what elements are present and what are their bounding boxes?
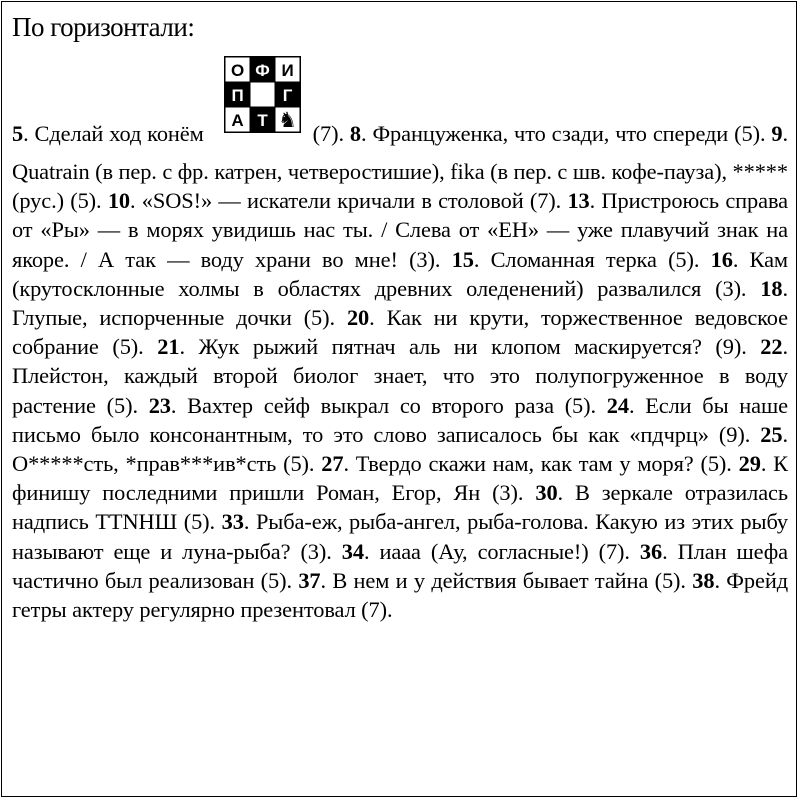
clue-number: 8 (349, 121, 362, 146)
clue-text: . «SOS!» — искатели кричали в столовой (7). (130, 188, 568, 214)
clue-text: . Жук рыжий пятнач аль ни клопом маскируется? (9). (179, 334, 761, 360)
clue-text: . Рыба-еж, рыба-ангел, рыба-голова. Какую из этих рыбу называют еще и луна-рыба? (3). (12, 509, 788, 564)
grid-cell (250, 82, 275, 107)
clue-text: . Вахтер сейф выкрал со второго раза (5). (170, 392, 607, 418)
grid-letter: Г (282, 86, 292, 105)
clue-number: 23 (148, 392, 171, 418)
clue-number: 15 (451, 246, 474, 272)
clue-text: . Глупые, испорченные дочки (5). (12, 275, 788, 331)
clue-text: . Если бы наше письмо было консонантным, то это слово записалось бы как «пдчрц» (9). (12, 392, 788, 447)
grid-letter: Ф (254, 61, 270, 80)
clue-text: . Quatrain (в пер. с фр. катрен, четверостишие), fika (в пер. с шв. кофе-пауза), ***** (рус.) (5). (12, 121, 788, 214)
clue-text: . Сделай ход конём (23, 121, 204, 146)
grid-letter: О (230, 61, 244, 80)
letter-grid-svg (225, 57, 300, 132)
grid-letter: А (231, 111, 244, 130)
grid-letter: П (231, 86, 244, 105)
clue-number: 33 (221, 509, 244, 535)
clue-number: 13 (567, 188, 590, 214)
knight-icon: ♞ (277, 108, 297, 132)
clue-number: 20 (346, 305, 370, 331)
clue-text: . В зеркале отразилась надпись TTNHШ (5). (12, 480, 788, 535)
clue-text: . Фрейд гетры актеру регулярно презентовал (7). (12, 567, 789, 623)
grid-letter: И (281, 61, 294, 80)
clue-number: 16 (710, 246, 733, 272)
clue-text: . Француженка, что сзади, что спереди (5). (361, 121, 772, 146)
clue-number: 24 (606, 392, 629, 418)
clue-number: 18 (760, 275, 783, 301)
clue-number: 27 (321, 451, 344, 477)
clue-length: (7). (306, 121, 350, 146)
clue-number: 29 (738, 451, 761, 477)
letter-grid-image (224, 56, 301, 133)
clue-text: . План шефа частично был реализован (5). (12, 538, 788, 593)
clue-number: 22 (760, 334, 783, 360)
clue-text: . Как ни крути, торжественное ведовское собрание (5). (12, 305, 789, 360)
clue-number: 9 (771, 121, 783, 146)
clue-text: . Твердо скажи нам, как там у моря? (5). (343, 451, 739, 477)
clue-number: 5 (12, 121, 24, 146)
clue-text: . Сломанная терка (5). (473, 246, 711, 272)
clues-text (12, 61, 789, 624)
clue-number: 34 (341, 538, 364, 564)
clue-text: . В нем и у действия бывает тайна (5). (320, 567, 693, 593)
clue-text: . О*****сть, *прав***ив*сть (5). (12, 421, 788, 477)
page-heading: По горизонтали: (12, 12, 195, 42)
clue-text: . Кам (крутосклонные холмы в областях древних оледенений) развалился (3). (12, 246, 788, 301)
clue-number: 21 (157, 334, 180, 360)
clue-text: . иааа (Ау, согласные!) (7). (363, 538, 640, 564)
clue-number: 10 (107, 188, 131, 214)
clue-number: 30 (535, 480, 558, 506)
grid-letter: Т (257, 111, 268, 130)
clue-number: 36 (639, 538, 663, 564)
clue-text: . Пристроюсь справа от «Ры» — в морях увидишь нас ты. / Слева от «ЕН» — уже плавучий знак на якоре. / А так — воду храни во мне! (3). (12, 188, 788, 272)
clue-number: 37 (298, 567, 321, 593)
clue-text: . Плейстон, каждый второй биолог знает, что это полупогруженное в воду растение (5). (12, 334, 788, 418)
clue-number: 25 (760, 421, 783, 447)
clue-number: 38 (692, 567, 715, 593)
clue-text: . К финишу последними пришли Роман, Егор, Ян (3). (12, 451, 788, 506)
